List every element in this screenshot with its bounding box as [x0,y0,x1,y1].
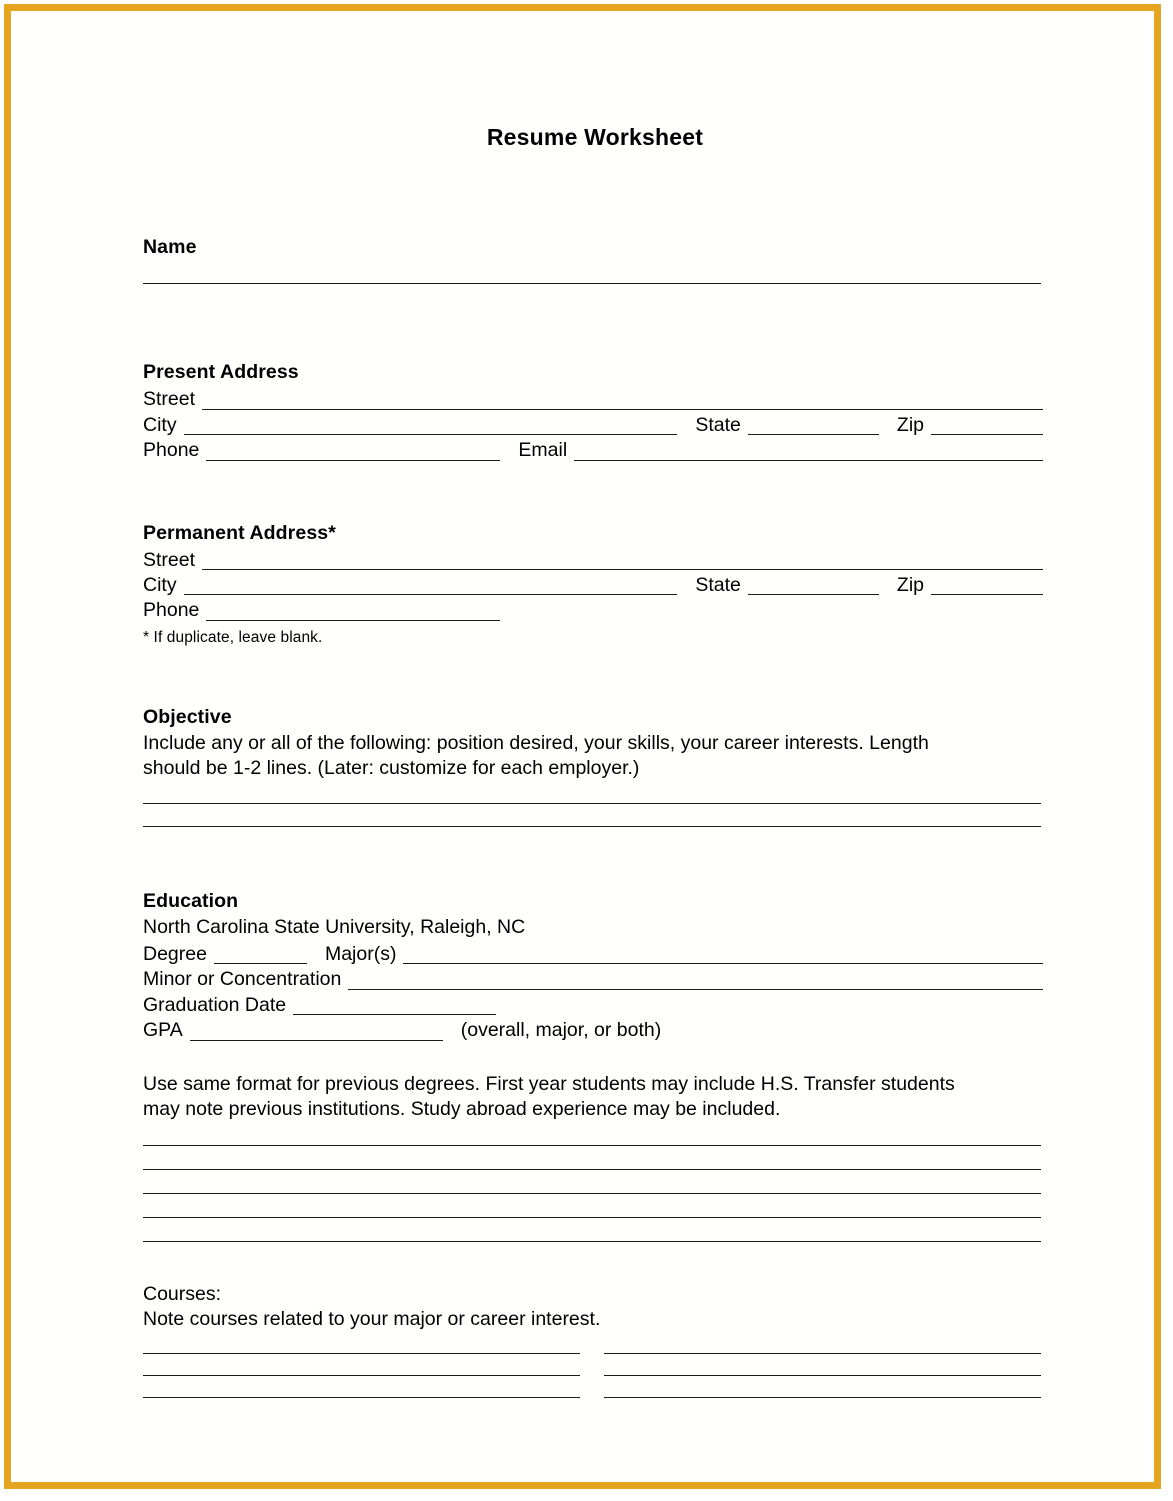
objective-answer-lines [143,803,1043,827]
degree-label: Degree [143,942,207,965]
permanent-state-input[interactable] [748,577,879,595]
education-answer-line-4[interactable] [143,1217,1041,1218]
page-border-frame [4,4,1161,1489]
section-heading-present-address: Present Address [143,361,299,384]
present-city-state-zip-row [143,414,1043,436]
education-answer-line-3[interactable] [143,1193,1041,1194]
courses-line-3-right[interactable] [604,1397,1041,1398]
present-phone-input[interactable] [206,443,500,461]
degree-input[interactable] [214,946,307,964]
permanent-street-label: Street [143,548,196,571]
present-phone-label: Phone [143,439,200,462]
education-note-line-1: Use same format for previous degrees. First year students may include H.S. Transfer students [143,1072,955,1095]
permanent-street-row [143,549,1043,571]
majors-label: Major(s) [324,942,397,965]
education-note-line-2: may note previous institutions. Study abroad experience may be included. [143,1097,781,1120]
document-body [143,11,1043,1398]
gpa-label: GPA [143,1019,183,1042]
present-phone-email-row [143,439,1043,461]
gpa-hint: (overall, major, or both) [460,1019,662,1042]
permanent-address-footnote: * If duplicate, leave blank. [143,628,323,646]
name-input-line[interactable] [143,283,1041,284]
permanent-zip-label: Zip [896,573,924,596]
present-city-label: City [143,413,177,436]
courses-row [143,1375,1043,1376]
education-answer-line-5[interactable] [143,1241,1041,1242]
graduation-date-label: Graduation Date [143,993,287,1016]
education-answer-line-1[interactable] [143,1145,1041,1146]
section-heading-name: Name [143,236,197,259]
education-answer-lines [143,1145,1043,1242]
present-street-label: Street [143,388,196,411]
courses-line-2-right[interactable] [604,1375,1041,1376]
courses-line-2-left[interactable] [143,1375,580,1376]
present-zip-label: Zip [896,413,924,436]
permanent-phone-row [143,599,1043,621]
majors-input[interactable] [403,946,1043,964]
objective-answer-line-2[interactable] [143,826,1041,827]
present-state-label: State [695,413,741,436]
present-street-input[interactable] [202,392,1043,410]
permanent-phone-input[interactable] [206,603,500,621]
graduation-date-input[interactable] [293,997,496,1015]
permanent-city-label: City [143,573,177,596]
courses-line-1-left[interactable] [143,1353,580,1354]
objective-instruction-line-2: should be 1-2 lines. (Later: customize for each employer.) [143,756,640,779]
education-answer-line-2[interactable] [143,1169,1041,1170]
minor-input[interactable] [348,972,1043,990]
section-heading-permanent-address: Permanent Address* [143,521,336,544]
permanent-phone-label: Phone [143,599,200,622]
present-street-row [143,388,1043,410]
courses-row [143,1353,1043,1354]
courses-heading: Courses: [143,1282,222,1305]
education-gpa-row [143,1019,1043,1041]
courses-row [143,1397,1043,1398]
present-email-input[interactable] [574,443,1043,461]
education-note [143,1072,1043,1122]
permanent-state-label: State [695,573,741,596]
permanent-city-state-zip-row [143,574,1043,596]
worksheet-page [11,11,1154,1482]
present-state-input[interactable] [748,417,879,435]
objective-instruction-line-1: Include any or all of the following: position desired, your skills, your career interests. Length [143,731,929,754]
objective-answer-line-1[interactable] [143,803,1041,804]
present-city-input[interactable] [184,417,678,435]
minor-label: Minor or Concentration [143,968,342,991]
gpa-input[interactable] [190,1023,443,1041]
page-title: Resume Worksheet [486,124,704,150]
education-graduation-row [143,994,1043,1016]
education-degree-major-row [143,943,1043,965]
section-heading-objective: Objective [143,705,232,728]
courses-answer-grid [143,1353,1043,1398]
courses-instruction: Note courses related to your major or career interest. [143,1308,601,1331]
present-zip-input[interactable] [931,417,1043,435]
permanent-city-input[interactable] [184,577,678,595]
education-minor-row [143,968,1043,990]
courses-line-1-right[interactable] [604,1353,1041,1354]
courses-line-3-left[interactable] [143,1397,580,1398]
section-heading-education: Education [143,889,239,912]
present-email-label: Email [518,439,568,462]
education-school-name: North Carolina State University, Raleigh, NC [143,915,526,938]
permanent-zip-input[interactable] [931,577,1043,595]
permanent-street-input[interactable] [202,552,1043,570]
